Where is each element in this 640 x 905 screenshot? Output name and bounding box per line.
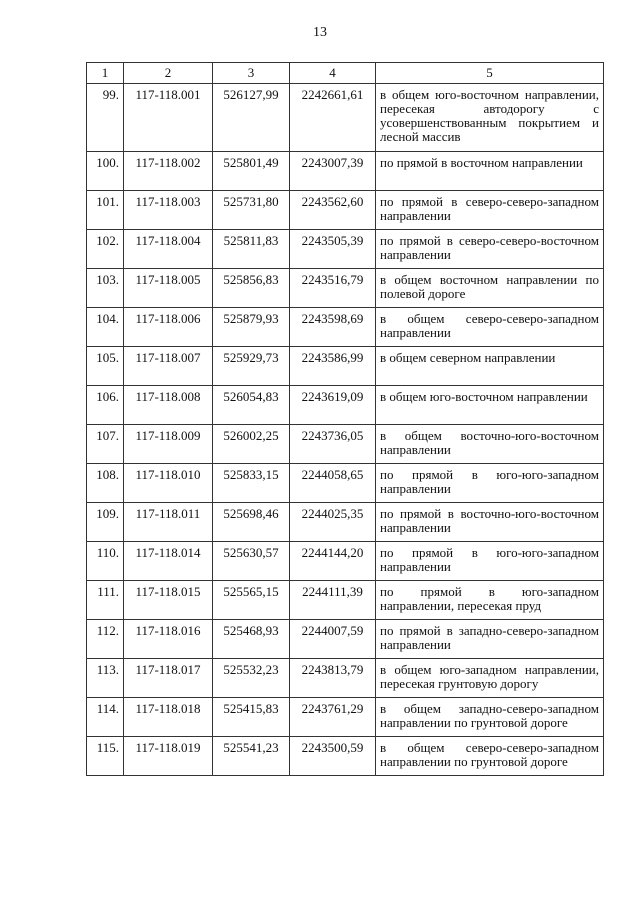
row-number: 104. — [87, 308, 124, 347]
row-number: 105. — [87, 347, 124, 386]
coordinate-x: 525630,57 — [213, 542, 290, 581]
point-id: 117-118.004 — [124, 230, 213, 269]
coordinate-y: 2244007,59 — [290, 620, 376, 659]
table-row — [87, 386, 604, 425]
point-id: 117-118.015 — [124, 581, 213, 620]
point-id: 117-118.011 — [124, 503, 213, 542]
route-description: по прямой в восточно-юго-восточном направлении — [376, 503, 604, 542]
route-description: в общем северо-северо-западном направлении по грунтовой дороге — [376, 737, 604, 776]
route-description: по прямой в юго-юго-западном направлении — [376, 464, 604, 503]
coordinate-y: 2243500,59 — [290, 737, 376, 776]
coordinate-x: 525468,93 — [213, 620, 290, 659]
coordinate-y: 2243516,79 — [290, 269, 376, 308]
row-number: 106. — [87, 386, 124, 425]
coordinate-x: 525415,83 — [213, 698, 290, 737]
route-description: в общем юго-западном направлении, пересекая грунтовую дорогу — [376, 659, 604, 698]
point-id: 117-118.008 — [124, 386, 213, 425]
page-number: 13 — [313, 25, 327, 40]
row-number: 110. — [87, 542, 124, 581]
coordinate-x: 526127,99 — [213, 84, 290, 152]
table-row — [87, 659, 604, 698]
table-row — [87, 503, 604, 542]
point-id: 117-118.014 — [124, 542, 213, 581]
coordinate-x: 525879,93 — [213, 308, 290, 347]
point-id: 117-118.010 — [124, 464, 213, 503]
column-header: 2 — [124, 63, 213, 84]
route-description: в общем северном направлении — [376, 347, 604, 386]
row-number: 114. — [87, 698, 124, 737]
row-number: 102. — [87, 230, 124, 269]
coordinate-x: 525801,49 — [213, 152, 290, 191]
coordinate-x: 525833,15 — [213, 464, 290, 503]
coordinate-y: 2244058,65 — [290, 464, 376, 503]
column-header: 5 — [376, 63, 604, 84]
coordinate-y: 2243598,69 — [290, 308, 376, 347]
point-id: 117-118.001 — [124, 84, 213, 152]
coordinate-y: 2244144,20 — [290, 542, 376, 581]
coordinate-x: 525811,83 — [213, 230, 290, 269]
route-description: в общем северо-северо-западном направлении — [376, 308, 604, 347]
route-description: по прямой в западно-северо-западном направлении — [376, 620, 604, 659]
column-header: 3 — [213, 63, 290, 84]
coordinate-y: 2243586,99 — [290, 347, 376, 386]
table-row — [87, 152, 604, 191]
table-row — [87, 425, 604, 464]
table-row — [87, 581, 604, 620]
point-id: 117-118.005 — [124, 269, 213, 308]
route-description: по прямой в юго-западном направлении, пересекая пруд — [376, 581, 604, 620]
table-row — [87, 620, 604, 659]
coordinate-x: 525929,73 — [213, 347, 290, 386]
point-id: 117-118.018 — [124, 698, 213, 737]
table-row — [87, 84, 604, 152]
coordinate-y: 2243813,79 — [290, 659, 376, 698]
route-description: по прямой в юго-юго-западном направлении — [376, 542, 604, 581]
row-number: 108. — [87, 464, 124, 503]
route-description: по прямой в восточном направлении — [376, 152, 604, 191]
coordinate-x: 525541,23 — [213, 737, 290, 776]
coordinate-y: 2243761,29 — [290, 698, 376, 737]
table-row — [87, 230, 604, 269]
coordinate-x: 526054,83 — [213, 386, 290, 425]
point-id: 117-118.019 — [124, 737, 213, 776]
point-id: 117-118.003 — [124, 191, 213, 230]
coordinate-y: 2243736,05 — [290, 425, 376, 464]
table-row — [87, 698, 604, 737]
coordinate-x: 525532,23 — [213, 659, 290, 698]
row-number: 107. — [87, 425, 124, 464]
coordinate-x: 525731,80 — [213, 191, 290, 230]
table-row — [87, 269, 604, 308]
row-number: 101. — [87, 191, 124, 230]
table-row — [87, 737, 604, 776]
coordinates-table — [86, 62, 604, 776]
row-number: 103. — [87, 269, 124, 308]
row-number: 112. — [87, 620, 124, 659]
point-id: 117-118.009 — [124, 425, 213, 464]
row-number: 113. — [87, 659, 124, 698]
coordinate-x: 526002,25 — [213, 425, 290, 464]
coordinate-y: 2242661,61 — [290, 84, 376, 152]
column-header: 4 — [290, 63, 376, 84]
route-description: в общем юго-восточном направлении — [376, 386, 604, 425]
point-id: 117-118.016 — [124, 620, 213, 659]
coordinate-y: 2243505,39 — [290, 230, 376, 269]
row-number: 111. — [87, 581, 124, 620]
route-description: в общем юго-восточном направлении, пересекая автодорогу с усовершенствованным покрытием и лесной массив — [376, 84, 604, 152]
route-description: в общем западно-северо-западном направлении по грунтовой дороге — [376, 698, 604, 737]
point-id: 117-118.006 — [124, 308, 213, 347]
route-description: по прямой в северо-северо-западном направлении — [376, 191, 604, 230]
point-id: 117-118.017 — [124, 659, 213, 698]
row-number: 100. — [87, 152, 124, 191]
table-row — [87, 347, 604, 386]
coordinate-y: 2243619,09 — [290, 386, 376, 425]
coordinate-y: 2244025,35 — [290, 503, 376, 542]
coordinate-x: 525856,83 — [213, 269, 290, 308]
table-row — [87, 542, 604, 581]
coordinate-x: 525565,15 — [213, 581, 290, 620]
row-number: 115. — [87, 737, 124, 776]
table-row — [87, 191, 604, 230]
point-id: 117-118.002 — [124, 152, 213, 191]
table-row — [87, 464, 604, 503]
point-id: 117-118.007 — [124, 347, 213, 386]
table-header-row — [87, 63, 604, 84]
coordinate-y: 2244111,39 — [290, 581, 376, 620]
route-description: в общем восточно-юго-восточном направлении — [376, 425, 604, 464]
row-number: 109. — [87, 503, 124, 542]
row-number: 99. — [87, 84, 124, 152]
table-row — [87, 308, 604, 347]
route-description: по прямой в северо-северо-восточном направлении — [376, 230, 604, 269]
coordinate-x: 525698,46 — [213, 503, 290, 542]
route-description: в общем восточном направлении по полевой дороге — [376, 269, 604, 308]
column-header: 1 — [87, 63, 124, 84]
coordinate-y: 2243562,60 — [290, 191, 376, 230]
coordinate-y: 2243007,39 — [290, 152, 376, 191]
